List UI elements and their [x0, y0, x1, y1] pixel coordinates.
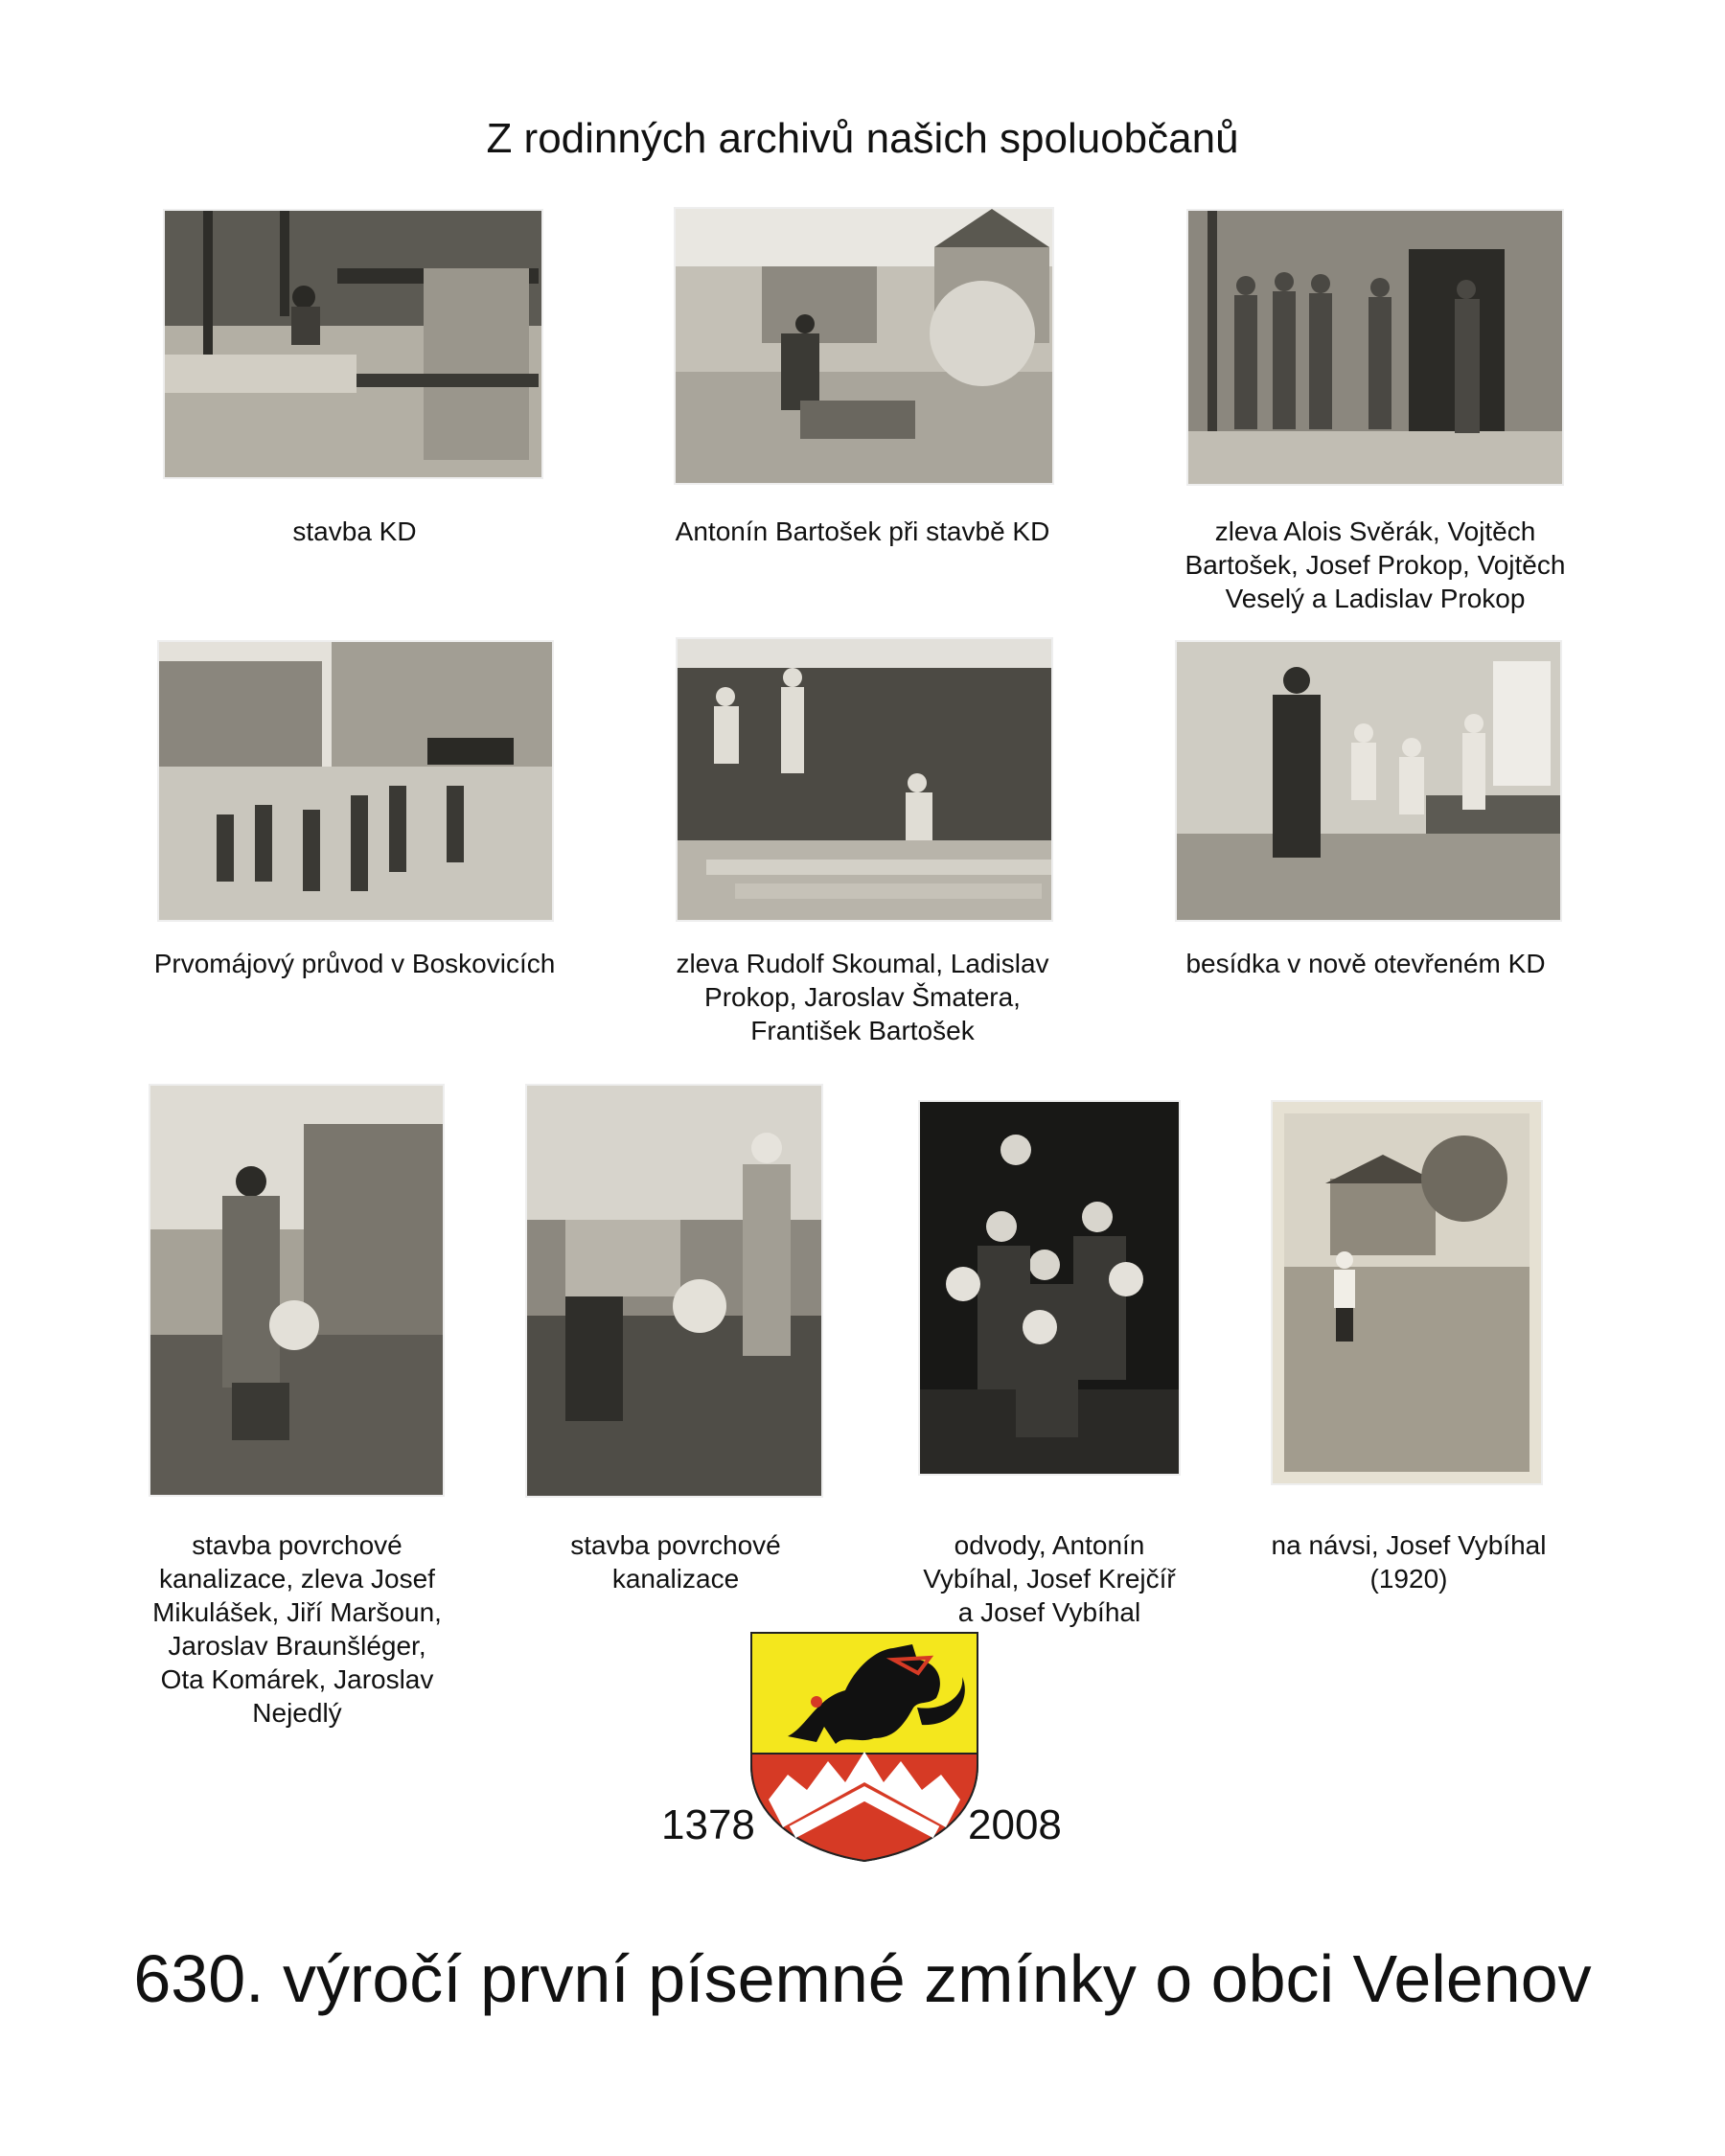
caption-vykop: zleva Rudolf Skoumal, Ladislav Prokop, Jaroslav Šmatera, František Bartošek — [676, 949, 1049, 1045]
photo-stavba-kd — [165, 211, 541, 477]
photo-odvody — [920, 1102, 1179, 1474]
caption-stavba-kd: stavba KD — [292, 516, 417, 546]
photo-pruvod — [159, 642, 552, 920]
year-end: 2008 — [968, 1801, 1062, 1848]
photo-kanalizace-1 — [150, 1086, 443, 1495]
photo-naves — [1273, 1102, 1541, 1483]
caption-kanalizace-1: stavba povrchové kanalizace, zleva Josef Mikulášek, Jiří Maršoun, Jaroslav Braunšléger, Ota Komárek, Jaroslav Nejedlý — [152, 1530, 442, 1728]
photo-kanalizace-2 — [527, 1086, 821, 1496]
photo-bartosek — [676, 209, 1052, 483]
velenov-coat-of-arms — [749, 1631, 979, 1863]
anniversary-title: 630. výročí první písemné zmínky o obci Velenov — [133, 1941, 1592, 2016]
photo-skupina-kd — [1188, 211, 1562, 484]
caption-odvody: odvody, Antonín Vybíhal, Josef Krejčíř a Josef Vybíhal — [923, 1530, 1176, 1627]
year-start: 1378 — [661, 1801, 755, 1848]
caption-bartosek: Antonín Bartošek při stavbě KD — [675, 516, 1050, 546]
photo-vykop — [678, 639, 1051, 920]
caption-besidka: besídka v nově otevřeném KD — [1185, 949, 1546, 978]
photo-besidka — [1177, 642, 1560, 920]
caption-kanalizace-2: stavba povrchové kanalizace — [570, 1530, 781, 1594]
caption-naves: na návsi, Josef Vybíhal (1920) — [1271, 1530, 1547, 1594]
caption-skupina-kd: zleva Alois Svěrák, Vojtěch Bartošek, Josef Prokop, Vojtěch Veselý a Ladislav Prokop — [1184, 516, 1566, 613]
caption-pruvod: Prvomájový průvod v Boskovicích — [153, 949, 556, 978]
page-heading: Z rodinných archivů našich spoluobčanů — [486, 115, 1239, 162]
